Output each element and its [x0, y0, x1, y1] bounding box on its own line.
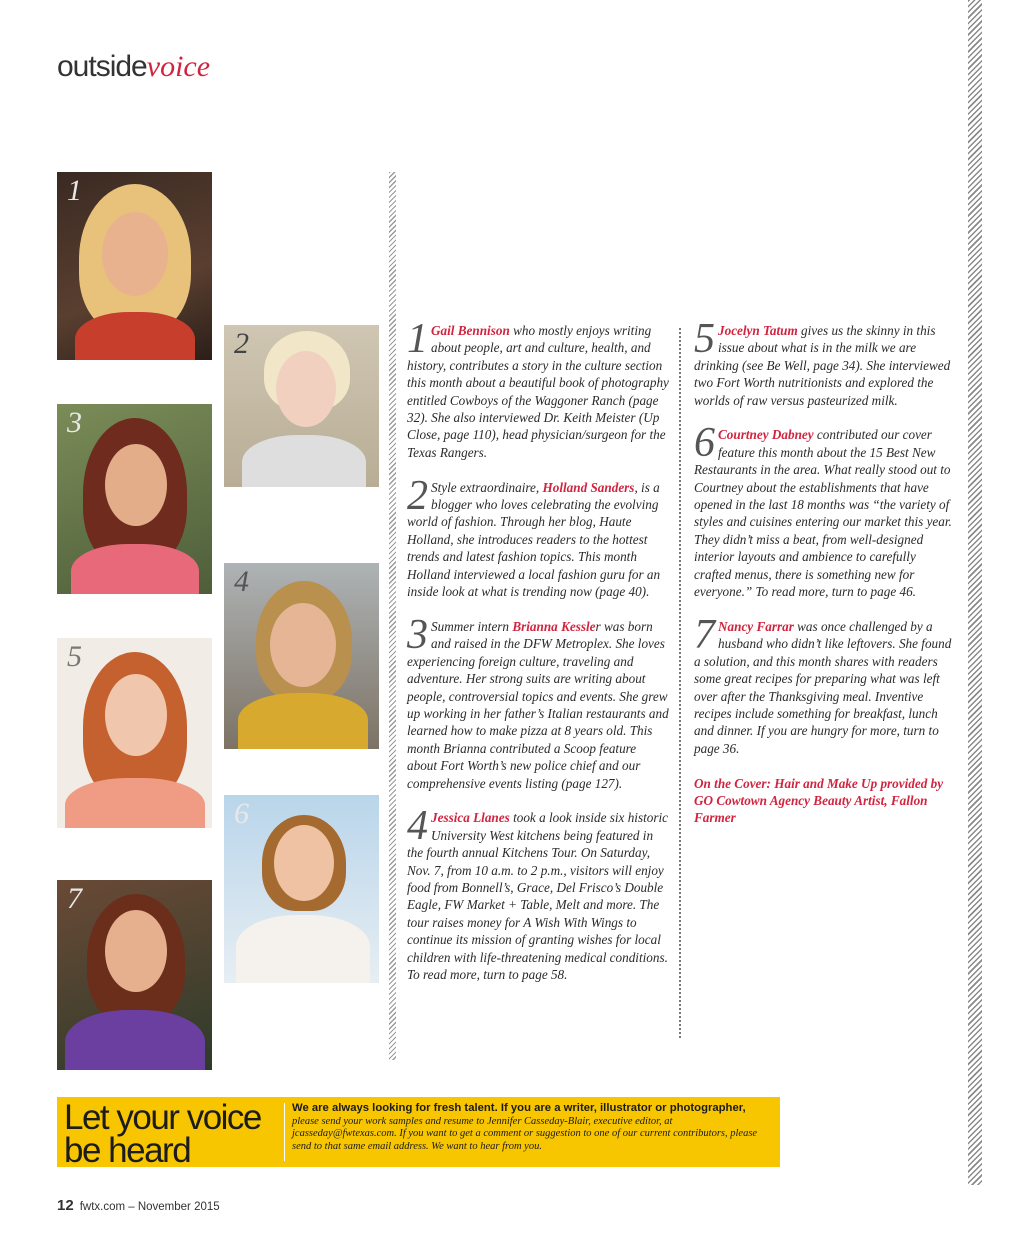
contributor-name: Brianna Kessle [512, 618, 596, 634]
contributor-name: Nancy Farrar [718, 618, 794, 634]
page-number: 12 [57, 1197, 74, 1214]
photo-number: 2 [234, 327, 249, 360]
entry-text: Style extraordinaire, [431, 479, 543, 495]
contributor-photo-4 [224, 563, 379, 749]
contributor-entry [694, 420, 956, 600]
contributor-entry [407, 803, 669, 983]
contributor-photo-2 [224, 325, 379, 487]
photo-number: 5 [67, 640, 82, 673]
entry-text: was once challenged by a husband who didn’t like leftovers. She found a solution, and this month shares with readers some great recipes for preparing what was left over after the Thanksgiving meal. Inventive recipes include something for breakfast, lunch and dinner. If you are hungry for more, turn to page 36. [694, 618, 952, 756]
banner-title: Let your voice be heard [64, 1098, 261, 1170]
entry-text: contributed our cover feature this month about the 15 Best New Restaurants in the area. What really stood out to Courtney about the establishments that have opened in the last 18 months was “the variety of styles and cuisines entering our market this year. They didn’t miss a beat, from well-designed interior layouts and ambience to carefully crafted menus, there is something new for everyone.” To read more, turn to page 46. [694, 427, 952, 600]
contributor-photo-7 [57, 880, 212, 1070]
column-divider-dotted [679, 328, 681, 1040]
entry-text: gives us the skinny in this issue about what is in the milk we are drinking (see Be Well, page 34). She interviewed two Fort Worth nutritionists and explored the worlds of raw versus pasteurized milk. [694, 323, 951, 408]
section-title [57, 50, 210, 84]
drop-cap-number: 5 [694, 316, 715, 362]
contributors-column-2 [694, 316, 956, 827]
contributor-photo-3 [57, 404, 212, 594]
entry-text: r was born and raised in the DFW Metroplex. She loves experiencing foreign culture, traveling and adventure. Her strong suits are writing about people, controversial topics and events. She grew up working in her father’s Italian restaurants and learned how to make pizza at 8 years old. This month Brianna contributed a Scoop feature about Fort Worth’s new police chief and our comprehensive events listing (page 127). [407, 618, 669, 791]
banner-lead: We are always looking for fresh talent. If you are a writer, illustrator or photographer, [292, 1102, 746, 1114]
contributor-name: Holland Sanders [542, 479, 635, 495]
photo-number: 7 [67, 882, 82, 915]
drop-cap-number: 1 [407, 316, 428, 362]
contributors-column-1 [407, 316, 669, 1001]
contributor-entry [407, 611, 669, 792]
photo-number: 6 [234, 797, 249, 830]
right-edge-hatch [968, 0, 982, 1185]
entry-text: , is a blogger who loves celebrating the evolving world of fashion. Through her blog, Haute Holland, she introduces readers to the hottest trends and latest fashion topics. This month Holland interviewed a local fashion guru for an inside look at what is trending now (page 40). [407, 479, 661, 600]
banner-text [292, 1102, 772, 1153]
contributor-name: Jocelyn Tatum [718, 323, 798, 338]
drop-cap-number: 4 [407, 803, 428, 850]
section-title-voice: voice [146, 50, 211, 83]
drop-cap-number: 6 [694, 420, 715, 467]
contributor-entry [694, 316, 956, 409]
contributor-name: Courtney Dabney [718, 427, 814, 443]
entry-text: Summer intern [431, 618, 513, 634]
contributor-photo-1 [57, 172, 212, 360]
column-divider-hatch [389, 172, 396, 1060]
contributor-photo-5 [57, 638, 212, 828]
contributor-entry [694, 611, 956, 757]
photo-number: 1 [67, 174, 82, 207]
drop-cap-number: 2 [407, 472, 428, 519]
page-footer [57, 1197, 220, 1214]
footer-text: fwtx.com – November 2015 [79, 1201, 220, 1213]
photo-number: 3 [67, 406, 82, 439]
banner-body: please send your work samples and resume to Jennifer Casseday-Blair, executive editor, at jcasseday@fwtexas.com. If you want to get a comment or suggestion to one of our current contributors, please send to that same email address. We want to hear from you. [292, 1115, 758, 1152]
contributor-entry [407, 472, 669, 601]
banner-divider [284, 1103, 285, 1161]
contributor-name: Jessica Llanes [431, 810, 510, 826]
drop-cap-number: 7 [694, 611, 715, 658]
contributor-name: Gail Bennison [431, 323, 510, 338]
entry-text: took a look inside six historic University West kitchens being featured in the fourth annual Kitchens Tour. On Saturday, Nov. 7, from 10 a.m. to 2 p.m., visitors will enjoy food from Bonnell’s, Grace, Del Frisco’s Double Eagle, FW Market + Table, Melt and more. The tour raises money for A Wish With Wings to continue its mission of granting wishes for local children with life-threatening medical conditions. To read more, turn to page 58. [407, 810, 668, 982]
contributor-entry [407, 316, 669, 461]
contributor-photo-6 [224, 795, 379, 983]
call-for-contributors-banner [57, 1097, 780, 1170]
entry-text: who mostly enjoys writing about people, art and culture, health, and history, contributes a story in the culture section this month about a beautiful book of photography entitled Cowboys of the Waggoner Ranch (page 32). She also interviewed Dr. Keith Meister (Up Close, page 110), head physician/surgeon for the Texas Rangers. [407, 323, 669, 460]
photo-number: 4 [234, 565, 249, 598]
cover-credit: On the Cover: Hair and Make Up provided by GO Cowtown Agency Beauty Artist, Fallon Farmer [694, 775, 944, 826]
section-title-outside: outside [57, 50, 147, 83]
drop-cap-number: 3 [407, 611, 428, 658]
